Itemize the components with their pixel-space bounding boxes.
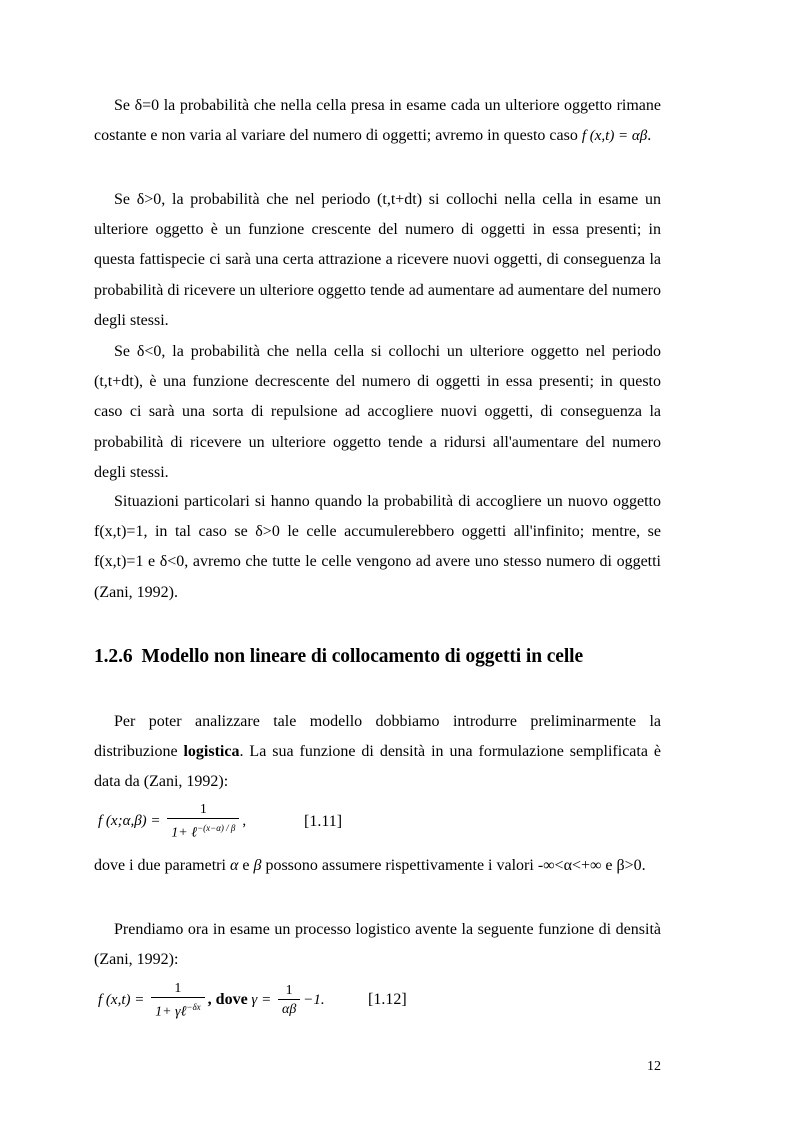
section-heading — [94, 646, 583, 668]
dove-text: , dove — [207, 990, 248, 1008]
alpha-symbol: α — [229, 857, 239, 874]
equation-number: [1.12] — [368, 991, 407, 1008]
section-title: Modello non lineare di collocamento di oggetti in celle — [141, 646, 584, 667]
equation-lhs: f (x,t) = — [98, 991, 145, 1008]
gamma-denominator: αβ — [278, 999, 300, 1018]
fraction-denominator — [151, 997, 205, 1021]
bold-term: logistica — [183, 743, 240, 761]
equation-lhs: f (x;α,β) = — [98, 812, 161, 829]
section-number: 1.2.6 — [94, 646, 133, 667]
paragraph-delta-zero — [94, 91, 661, 151]
denominator-base: 1+ γℓ — [155, 1004, 187, 1020]
denominator-exponent: −(x−α) / β — [197, 823, 236, 833]
paragraph-delta-positive: Se δ>0, la probabilità che nel periodo (t,t+dt) si collochi nella cella in esame un ulteriore oggetto è un funzione crescente del numero di oggetti in essa presenti; in questa fattispecie ci sarà una certa attrazione a ricevere nuovi oggetti, di conseguenza la probabilità di ricevere un ulteriore oggetto tende ad aumentare ad aumentare del numero degli stessi. — [94, 191, 661, 329]
equation-fraction — [167, 801, 239, 842]
gamma-lhs: γ = — [251, 991, 272, 1008]
gamma-tail: −1. — [303, 991, 325, 1008]
denominator-exponent: −δx — [186, 1002, 201, 1012]
fraction-numerator: 1 — [199, 802, 207, 817]
fraction-numerator: 1 — [174, 981, 182, 996]
equation-comma: , — [242, 812, 247, 829]
paragraph-text: Per poter analizzare tale modello dobbiamo introdurre preliminarmente la distribuzione — [94, 713, 661, 761]
inline-formula: f (x,t) = αβ — [581, 128, 648, 145]
paragraph-text: . — [647, 127, 652, 145]
gamma-numerator: 1 — [285, 983, 293, 999]
paragraph-parameters — [94, 851, 661, 881]
paragraph-text: dove i due parametri — [94, 857, 230, 874]
equation-number: [1.11] — [304, 813, 343, 830]
paragraph-text: Se δ=0 la probabilità che nella cella presa in esame cada un ulteriore oggetto rimane costante e non varia al variare del numero di oggetti; avremo in questo caso — [94, 97, 661, 145]
equation-1-12 — [98, 980, 407, 1021]
paragraph-text: possono assumere rispettivamente i valori -∞<α<+∞ e β>0. — [261, 857, 646, 874]
beta-symbol: β — [253, 857, 262, 874]
paragraph-text: . La sua funzione di densità in una formulazione semplificata è data da (Zani, 1992): — [94, 743, 661, 791]
equation-fraction — [151, 980, 205, 1021]
paragraph-special-cases: Situazioni particolari si hanno quando la probabilità di accogliere un nuovo oggetto f(x,t)=1, in tal caso se δ>0 le celle accumulerebbero oggetti all'infinito; mentre, se f(x,t)=1 e δ<0, avremo che tutte le celle vengono ad avere uno stesso numero di oggetti (Zani, 1992). — [94, 493, 661, 601]
fraction-denominator — [167, 818, 239, 842]
denominator-base: 1+ ℓ — [171, 825, 198, 841]
gamma-fraction — [278, 982, 300, 1018]
paragraph-logistic-process: Prendiamo ora in esame un processo logistico avente la seguente funzione di densità (Zani, 1992): — [94, 921, 661, 969]
paragraph-logistic-intro — [94, 707, 661, 798]
paragraph-delta-negative: Se δ<0, la probabilità che nella cella si collochi un ulteriore oggetto nel periodo (t,t+dt), è una funzione decrescente del numero di oggetti in essa presenti; in questo caso ci sarà una sorta di repulsione ad accogliere nuovi oggetti, di conseguenza la probabilità di ricevere un ulteriore oggetto tende a ridursi all'aumentare del numero degli stessi. — [94, 343, 661, 481]
equation-1-11 — [98, 801, 343, 842]
page-number: 12 — [647, 1059, 661, 1074]
paragraph-text: e — [238, 857, 254, 874]
